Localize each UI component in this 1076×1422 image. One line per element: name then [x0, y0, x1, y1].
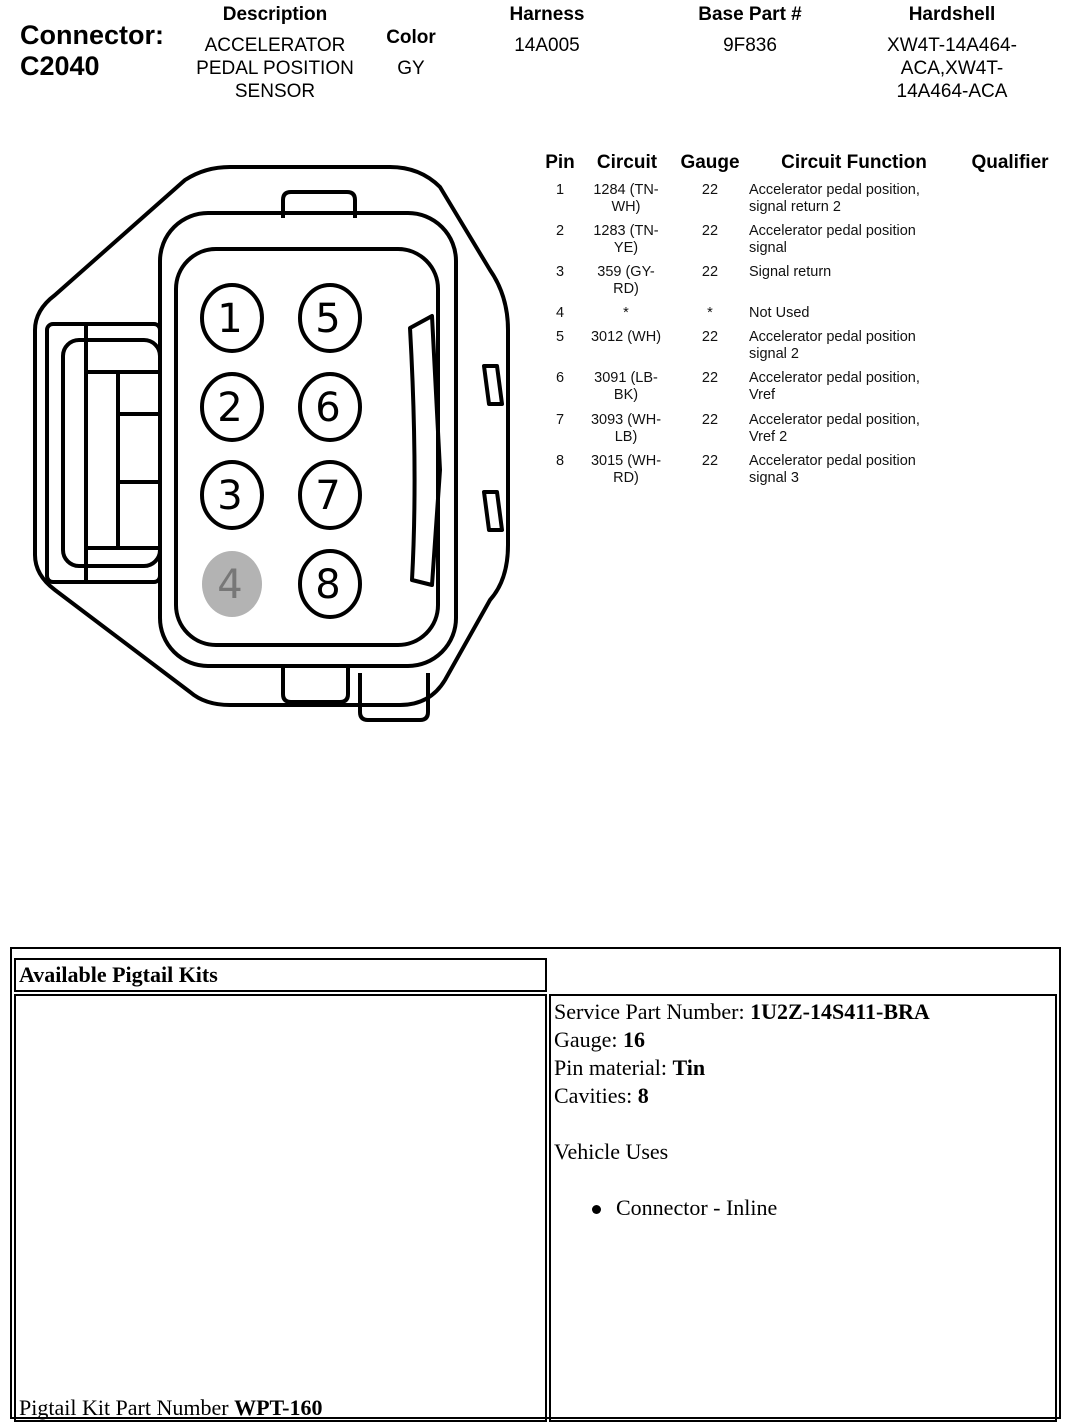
col-header-circuit: Circuit [596, 152, 658, 173]
harness-value: 14A005 [514, 35, 580, 56]
kit-number-value: WPT-160 [234, 1395, 323, 1420]
pin-material-label: Pin material: [554, 1055, 673, 1080]
pin-label-5: 5 [315, 296, 341, 342]
vehicle-uses-label: Vehicle Uses [554, 1139, 669, 1164]
gauge-cell: 22 [701, 412, 719, 428]
function-line: Accelerator pedal position, [749, 370, 920, 386]
function-cell [749, 453, 979, 487]
kit-number-label: Pigtail Kit Part Number [19, 1395, 235, 1420]
side-nub [484, 366, 502, 404]
function-cell [749, 223, 979, 257]
function-line: signal 3 [749, 470, 799, 486]
function-line: Accelerator pedal position, [749, 412, 920, 428]
circuit-line: 1283 (TN- [593, 223, 659, 239]
pin-label-1: 1 [217, 296, 243, 342]
pigtail-details-cell [549, 994, 1057, 1422]
pin-material-value: Tin [672, 1055, 706, 1080]
gauge-cell: 22 [701, 223, 719, 239]
function-line: signal 2 [749, 346, 799, 362]
pin-number: 5 [555, 329, 565, 345]
circuit-line: RD) [613, 281, 639, 297]
harness-label: Harness [509, 4, 585, 25]
circuit-line: YE) [613, 240, 639, 256]
vehicle-use: Connector - Inline [616, 1195, 778, 1220]
pin-label-3: 3 [217, 473, 243, 519]
pin-label-6: 6 [315, 385, 341, 431]
color-label: Color [386, 27, 436, 48]
base-part-value: 9F836 [723, 35, 777, 56]
function-line: Accelerator pedal position [749, 453, 916, 469]
function-cell [749, 305, 979, 322]
pin-number: 2 [555, 223, 565, 239]
function-cell [749, 370, 979, 404]
hardshell-line: 14A464-ACA [896, 81, 1008, 102]
function-cell [749, 264, 979, 281]
pin-label-2: 2 [217, 385, 243, 431]
circuit-line: WH) [611, 199, 641, 215]
circuit-line: 359 (GY- [597, 264, 655, 280]
circuit-cell [584, 223, 668, 257]
col-header-pin: Pin [545, 152, 575, 173]
description-line: ACCELERATOR [204, 35, 346, 56]
function-cell [749, 182, 979, 216]
function-line: Accelerator pedal position [749, 329, 916, 345]
circuit-cell [584, 305, 668, 322]
pin-number: 8 [555, 453, 565, 469]
col-header-gauge: Gauge [680, 152, 740, 173]
circuit-line: 3015 (WH- [590, 453, 662, 469]
function-line: Signal return [749, 264, 832, 280]
gauge-cell: 22 [701, 182, 719, 198]
key-rib [410, 316, 440, 585]
color-value: GY [397, 58, 425, 79]
function-cell [749, 329, 979, 363]
list-item [554, 1194, 930, 1222]
bottom-latch [360, 673, 428, 720]
circuit-line: 3091 (LB- [594, 370, 658, 386]
circuit-line: RD) [613, 470, 639, 486]
description-line: PEDAL POSITION [196, 58, 354, 79]
gauge-cell: * [707, 305, 713, 321]
pin-label-4: 4 [217, 562, 243, 608]
service-part-label: Service Part Number: [554, 999, 751, 1024]
circuit-cell [584, 412, 668, 446]
service-part-value: 1U2Z-14S411-BRA [750, 999, 930, 1024]
connector-face-diagram [0, 140, 530, 760]
description-line: SENSOR [234, 81, 316, 102]
connector-title [20, 20, 164, 82]
vehicle-uses-list [554, 1194, 930, 1222]
hardshell-line: ACA,XW4T- [900, 58, 1004, 79]
circuit-cell [584, 453, 668, 487]
circuit-line: * [623, 305, 629, 321]
function-line: Vref [749, 387, 776, 403]
description-value [165, 34, 385, 103]
pin-label-7: 7 [315, 473, 341, 519]
circuit-line: BK) [613, 387, 639, 403]
pin-material [554, 1054, 930, 1082]
circuit-cell [584, 182, 668, 216]
pin-number: 4 [555, 305, 565, 321]
pigtail-gauge [554, 1026, 930, 1054]
circuit-line: 3093 (WH- [590, 412, 662, 428]
function-line: signal [749, 240, 787, 256]
base-part-label: Base Part # [698, 4, 802, 25]
function-line: Accelerator pedal position, [749, 182, 920, 198]
pigtail-kit-cell [14, 994, 547, 1422]
connector-title-label: Connector: [20, 20, 164, 50]
pigtail-header: Available Pigtail Kits [19, 962, 218, 987]
pigtail-details [554, 998, 930, 1222]
circuit-line: LB) [614, 429, 638, 445]
cavities [554, 1082, 930, 1110]
function-line: Vref 2 [749, 429, 788, 445]
pin-number: 1 [555, 182, 565, 198]
bullet-icon [592, 1205, 601, 1214]
pin-number: 6 [555, 370, 565, 386]
pigtail-header-cell [14, 958, 547, 992]
function-cell [749, 412, 979, 446]
col-header-function: Circuit Function [781, 152, 927, 173]
pigtail-kit-number [19, 1394, 323, 1422]
gauge-value: 16 [623, 1027, 646, 1052]
gauge-cell: 22 [701, 264, 719, 280]
pin-label-8: 8 [315, 562, 341, 608]
function-line: Accelerator pedal position [749, 223, 916, 239]
function-line: signal return 2 [749, 199, 841, 215]
bottom-latch [283, 664, 348, 702]
connector-id: C2040 [20, 51, 100, 81]
col-header-qualifier: Qualifier [971, 152, 1049, 173]
side-nub [484, 492, 502, 530]
hardshell-label: Hardshell [908, 4, 996, 25]
cavities-label: Cavities: [554, 1083, 638, 1108]
gauge-cell: 22 [701, 453, 719, 469]
circuit-line: 3012 (WH) [590, 329, 662, 345]
pin-number: 3 [555, 264, 565, 280]
pin-cavities [202, 285, 360, 617]
gauge-cell: 22 [701, 370, 719, 386]
description-label: Description [222, 4, 328, 25]
function-line: Not Used [749, 305, 810, 321]
gauge-cell: 22 [701, 329, 719, 345]
circuit-cell [584, 370, 668, 404]
hardshell-value [852, 34, 1052, 103]
pin-number: 7 [555, 412, 565, 428]
cavities-value: 8 [637, 1083, 649, 1108]
hardshell-line: XW4T-14A464- [887, 35, 1017, 56]
circuit-cell [584, 329, 668, 346]
service-part-number [554, 998, 930, 1026]
circuit-line: 1284 (TN- [593, 182, 659, 198]
circuit-cell [584, 264, 668, 298]
gauge-label: Gauge: [554, 1027, 624, 1052]
